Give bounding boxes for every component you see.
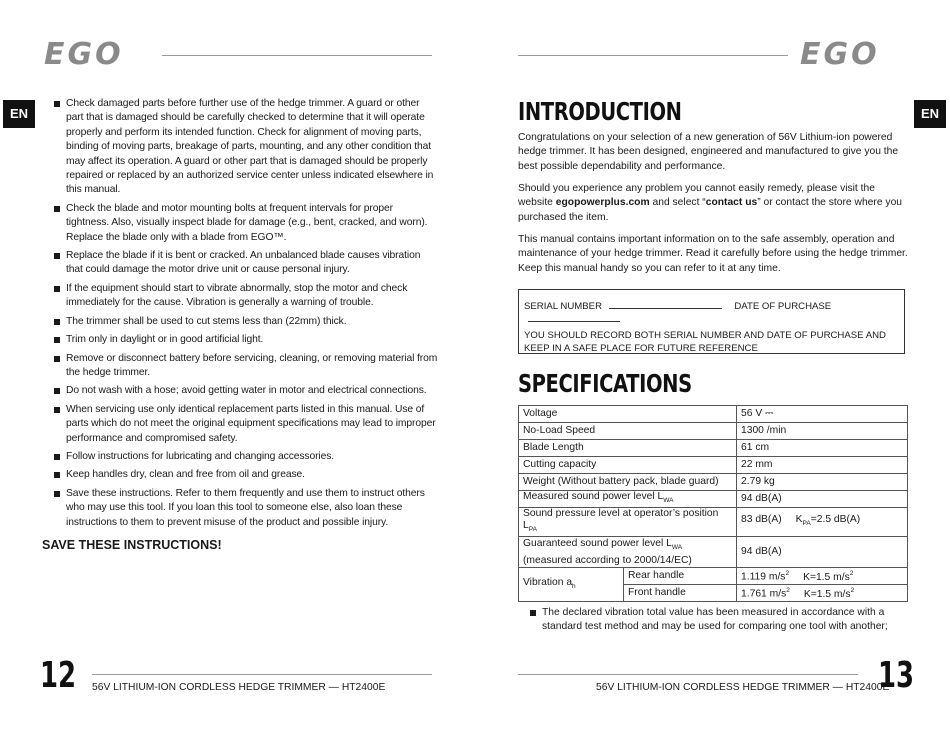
bullet-item: When servicing use only identical replacement parts listed in this manual. Use of parts which do not meet the original equipment specifications may lead to improper performance and compromised safety. [53, 403, 438, 446]
table-row [519, 423, 908, 440]
spec-value-text: 83 dB(A) [741, 514, 782, 526]
intro-paragraph-3: This manual contains important information on to the safe assembly, operation and maintenance of your hedge trimmer. Read it carefully before using the hedge trimmer. Keep this manual handy so you can refer to it at any time. [518, 234, 908, 274]
spec-label: Cutting capacity [519, 457, 737, 474]
bullet-item: Remove or disconnect battery before servicing, cleaning, or removing material from the hedge trimmer. [53, 352, 438, 381]
bullet-item: If the equipment should start to vibrate abnormally, stop the motor and check immediately for the cause. Vibration is generally a warning of trouble. [53, 282, 438, 311]
spec-value [737, 508, 908, 537]
bullet-item: Keep handles dry, clean and free from oil and grease. [53, 468, 438, 482]
spec-subscript: PA [528, 526, 537, 534]
ego-logo-left: EGO [44, 37, 124, 72]
bullet-item: Check the blade and motor mounting bolts at frequent intervals for proper tightness. Also, visually inspect blade for damage (e.g., bent, cracked, and worn). Replace the blade only with a blade from EGO™. [53, 202, 438, 245]
language-tab-right: EN [914, 100, 946, 128]
footer-rule-right [518, 674, 858, 675]
bullet-item: The trimmer shall be used to cut stems less than (22mm) thick. [53, 315, 438, 329]
language-tab-left: EN [3, 100, 35, 128]
spec-k-value: K=1.5 m/s [803, 588, 851, 600]
spec-value-text: 1.761 m/s [741, 588, 787, 600]
table-row [519, 508, 908, 537]
spec-superscript: 2 [785, 570, 790, 578]
spec-k-value: =2.5 dB(A) [810, 514, 861, 526]
safety-bullet-list [53, 97, 438, 534]
table-row [519, 491, 908, 508]
spec-superscript: 2 [850, 587, 855, 595]
serial-number-field [609, 299, 722, 309]
bullet-item: Follow instructions for lubricating and changing accessories. [53, 450, 438, 464]
spec-label: Weight (Without battery pack, blade guard) [519, 474, 737, 491]
spec-label-text: Measured sound power level L [523, 491, 664, 502]
spec-sub-label: Front handle [624, 585, 737, 602]
spec-label [519, 491, 737, 508]
table-row [519, 457, 908, 474]
spec-sub-label: Rear handle [624, 568, 737, 585]
spec-label-text: Guaranteed sound power level L [523, 538, 672, 550]
introduction-heading: INTRODUCTION [518, 97, 682, 126]
page-number-right: 13 [878, 655, 915, 696]
spec-value-text: 1.119 m/s [741, 571, 786, 583]
header-rule-right [518, 55, 788, 56]
spec-value: 1300 /min [737, 423, 908, 440]
spec-k-label: K [795, 514, 803, 526]
spec-subscript: WA [671, 544, 683, 552]
footer-text-left: 56V LITHIUM-ION CORDLESS HEDGE TRIMMER — HT2400E [92, 682, 386, 693]
record-note: YOU SHOULD RECORD BOTH SERIAL NUMBER AND DATE OF PURCHASE AND KEEP IN A SAFE PLACE FOR FUTURE REFERENCE [524, 330, 886, 354]
footer-text-right: 56V LITHIUM-ION CORDLESS HEDGE TRIMMER — HT2400E [596, 682, 890, 693]
spec-subscript: h [572, 582, 576, 590]
spec-label-text: Vibration a [523, 576, 573, 588]
intro-p2-text: and select “ [649, 197, 706, 209]
intro-p2-text: Should you experience any problem you cannot easily remedy, please visit the website [518, 183, 875, 209]
spec-label-text: (measured according to 2000/14/EC) [523, 555, 692, 567]
website-link[interactable]: egopowerplus.com [555, 197, 650, 209]
spec-value: 94 dB(A) [737, 491, 908, 508]
contact-us-text: contact us [705, 197, 758, 209]
spec-value [737, 585, 908, 602]
serial-number-label: SERIAL NUMBER [524, 301, 603, 312]
date-of-purchase-field [528, 312, 620, 322]
footer-rule-left [92, 674, 432, 675]
serial-number-box [518, 289, 905, 354]
date-of-purchase-label: DATE OF PURCHASE [734, 301, 832, 312]
spec-label [519, 537, 737, 568]
table-row [519, 568, 908, 585]
vibration-note: The declared vibration total value has been measured in accordance with a standard test method and may be used for comparing one tool with another; [530, 606, 912, 635]
spec-superscript: 2 [849, 570, 854, 578]
bullet-item: Trim only in daylight or in good artificial light. [53, 333, 438, 347]
spec-k-value: K=1.5 m/s [803, 571, 850, 583]
spec-label: Blade Length [519, 440, 737, 457]
spec-value: 61 cm [737, 440, 908, 457]
ego-logo-right: EGO [800, 37, 880, 72]
bullet-item: Save these instructions. Refer to them frequently and use them to instruct others who may use this tool. If you loan this tool to someone else, also loan these instructions to them to prevent misuse of the product and possible injury. [53, 487, 438, 530]
page-number-left: 12 [40, 655, 77, 696]
table-row [519, 406, 908, 423]
spec-subscript: WA [663, 497, 674, 505]
bullet-item: Replace the blade if it is bent or cracked. An unbalanced blade causes vibration that could damage the motor drive unit or cause personal injury. [53, 249, 438, 278]
bullet-item: Do not wash with a hose; avoid getting water in motor and electrical connections. [53, 384, 438, 398]
spec-value: 56 V ⎓ [737, 406, 908, 423]
serial-row [524, 299, 899, 325]
spec-label [519, 508, 737, 537]
spec-value: 2.79 kg [737, 474, 908, 491]
intro-p2-text: ” or contact the store where you purchased the item. [518, 197, 903, 223]
spec-superscript: 2 [786, 587, 790, 595]
header-rule-left [162, 55, 432, 56]
spec-subscript: PA [802, 520, 811, 528]
specifications-heading: SPECIFICATIONS [518, 369, 692, 398]
specifications-table [518, 405, 908, 602]
spec-value: 22 mm [737, 457, 908, 474]
table-row [519, 440, 908, 457]
spec-value: 94 dB(A) [737, 537, 908, 568]
bullet-item: Check damaged parts before further use of the hedge trimmer. A guard or other part that is damaged should be carefully checked to determine that it will operate properly and perform its intended function. Check for alignment of moving parts, binding of moving parts, breakage of parts, mounting, and any other condition that may affect its operation. A guard or other part that is damaged should be properly repaired or replaced by an authorized service center unless indicated elsewhere in this manual. [53, 97, 438, 198]
spec-value [737, 568, 908, 585]
table-row [519, 537, 908, 568]
spec-label [519, 568, 624, 602]
spec-label: Voltage [519, 406, 737, 423]
save-instructions-heading: SAVE THESE INSTRUCTIONS! [42, 538, 222, 552]
intro-paragraph-1: Congratulations on your selection of a new generation of 56V Lithium-ion powered hedge trimmer. It has been designed, engineered and manufactured to give you the best possible dependability and performance. [518, 132, 899, 172]
table-row [519, 474, 908, 491]
spec-label: No-Load Speed [519, 423, 737, 440]
spec-label-text: Sound pressure level at operator’s position L [523, 508, 719, 532]
intro-paragraph-2 [518, 182, 910, 225]
